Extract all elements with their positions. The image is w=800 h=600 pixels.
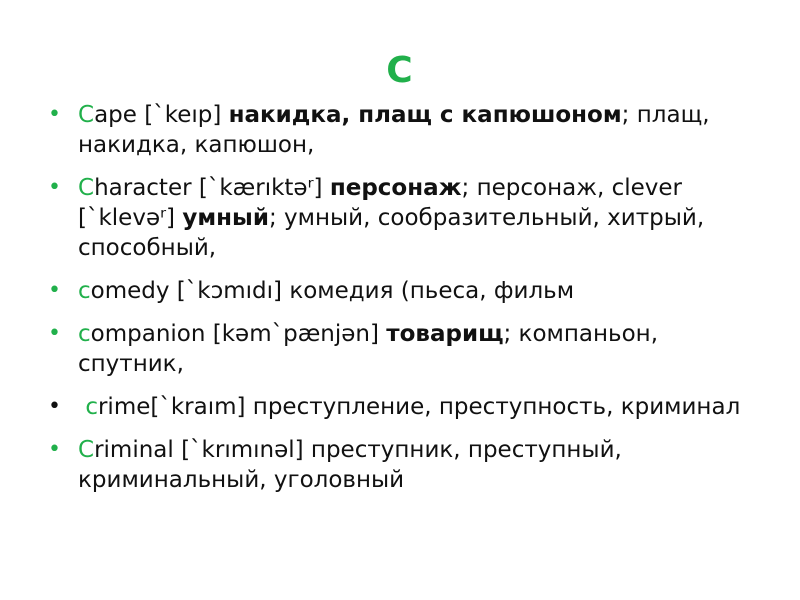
transcription: [`kraım] — [150, 394, 253, 420]
list-item-crime — [48, 392, 768, 422]
english-word: rime — [97, 394, 151, 420]
initial-letter: C — [78, 437, 95, 463]
transcription: [`keıp] — [136, 102, 229, 128]
initial-letter: C — [78, 175, 95, 201]
slide-title: C — [386, 50, 414, 91]
english-word: haracter — [94, 175, 192, 201]
bullet-icon: • — [48, 437, 61, 462]
transcription: [`kærıktəʳ] — [191, 175, 330, 201]
main-translation: накидка, плащ с капюшоном — [228, 102, 622, 128]
bullet-icon: • — [48, 102, 61, 127]
main-translation: товарищ — [386, 321, 504, 347]
bullet-icon: • — [48, 394, 61, 419]
vocabulary-list — [48, 100, 768, 508]
bullet-icon: • — [48, 175, 61, 200]
other-translations: ; плащ, накидка, капюшон, — [78, 102, 710, 158]
english-word: ape — [94, 102, 137, 128]
other-translations: ; компаньон, спутник, — [78, 321, 659, 377]
english-word: riminal — [94, 437, 174, 463]
main-translation: персонаж — [329, 175, 462, 201]
bullet-icon: • — [48, 321, 61, 346]
list-item-character — [48, 173, 768, 263]
list-item-criminal — [48, 435, 768, 495]
main-translation-2: умный — [182, 205, 269, 231]
initial-letter: c — [85, 394, 98, 420]
list-item-cape — [48, 100, 768, 160]
english-word: ompanion — [90, 321, 206, 347]
transcription: [`krımınəl] — [173, 437, 311, 463]
list-item-comedy — [48, 276, 768, 306]
initial-letter: c — [78, 321, 91, 347]
bullet-icon: • — [48, 278, 61, 303]
transcription: [kəm`pænjən] — [205, 321, 387, 347]
other-translations: преступление, преступность, криминал — [252, 394, 741, 420]
english-word: omedy — [90, 278, 170, 304]
other-translations: комедия (пьеса, фильм — [289, 278, 575, 304]
other-translations: ; персонаж, clever [`klevəʳ] — [78, 175, 682, 231]
initial-letter: C — [78, 102, 95, 128]
list-item-companion — [48, 319, 768, 379]
initial-letter: c — [78, 278, 91, 304]
other-translations-2: ; умный, сообразительный, хитрый, способный, — [78, 205, 705, 261]
transcription: [`kɔmıdı] — [169, 278, 290, 304]
other-translations: преступник, преступный, криминальный, уголовный — [78, 437, 622, 493]
